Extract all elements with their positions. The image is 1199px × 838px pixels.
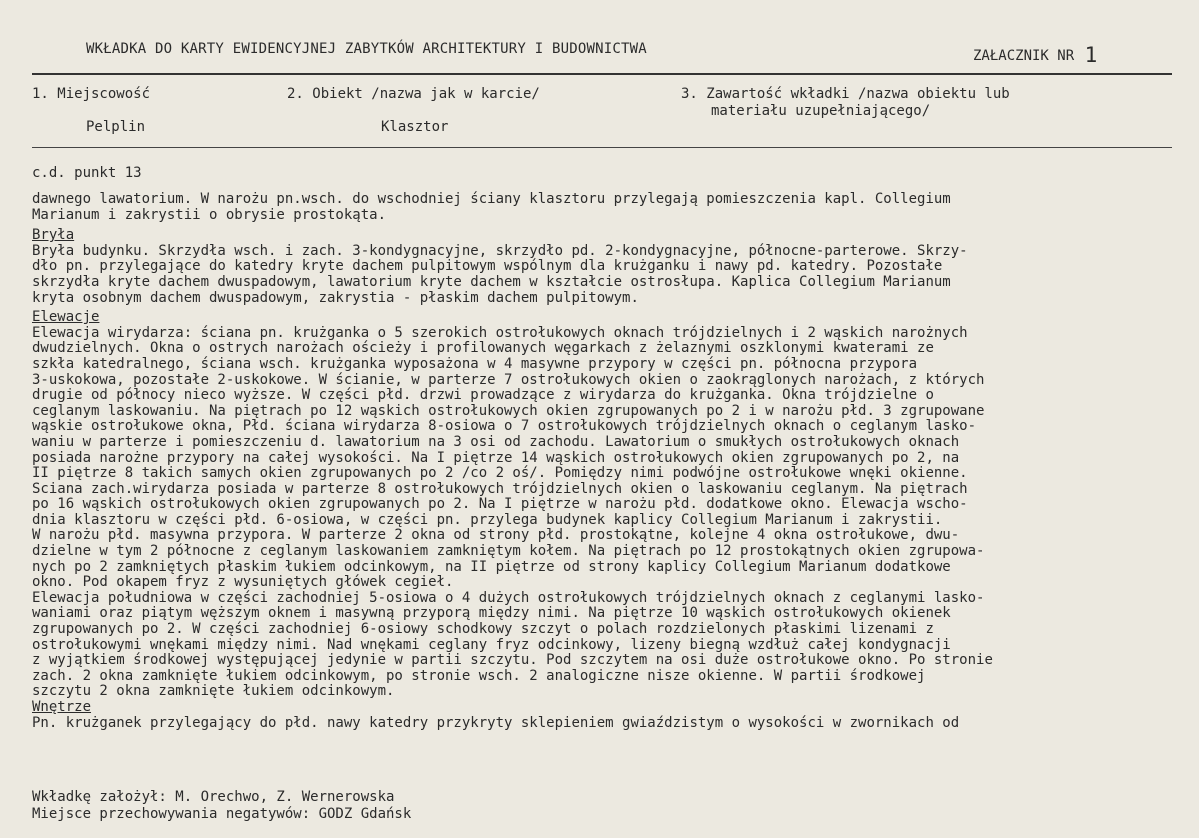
header-rule (32, 73, 1172, 75)
description-text (32, 192, 1172, 731)
content-label-line-1: 3. Zawartość wkładki /nazwa obiektu lub (681, 86, 1010, 102)
elewacje-line: 3-uskokowa, pozostałe 2-uskokowe. W ścianie, w parterze 7 ostrołukowych okien o zaokrąglonych narożach, z których (32, 371, 985, 388)
elewacje-line: ceglanym laskowaniu. Na piętrach po 12 wąskich ostrołukowych okien zgrupowanych po 2 i w narożu płd. 3 zgrupowane (32, 402, 985, 419)
object-value: Klasztor (381, 119, 449, 135)
wnetrze-line: Pn. krużganek przylegający do płd. nawy katedry przykryty sklepieniem gwiaździstym o wysokości w zwornikach od (32, 714, 960, 731)
elewacje-line: Elewacja wirydarza: ściana pn. krużganka o 5 szerokich ostrołukowych oknach trójdzielnych i 2 wąskich narożnych (32, 324, 968, 341)
elewacje-line: z wyjątkiem środkowej występującej jedynie w partii szczytu. Pod szczytem na osi duże ostrołukowe okno. Po stronie (32, 652, 993, 669)
bryla-line: skrzydła kryte dachem dwuspadowym, lawatorium kryte dachem w kształcie ostrosłupa. Kaplica Collegium Marianum (32, 273, 951, 290)
elewacje-line: okno. Pod okapem fryz z wysuniętych główek cegieł. (32, 574, 454, 591)
elewacje-line: dwudzielnych. Okna o ostrych narożach ościeży i profilowanych węgarkach z żelaznymi oszklonymi kwaterami ze (32, 340, 934, 357)
elewacje-line: posiada narożne przypory na całej wysokości. Na I piętrze 14 wąskich ostrołukowych okien zgrupowanych po 2, na (32, 449, 960, 466)
section-heading-elewacje: Elewacje (32, 309, 100, 326)
elewacje-line: II piętrze 8 takich samych okien zgrupowanych po 2 /co 2 oś/. Pomiędzy nimi podwójne ostrołukowe wnęki okienne. (32, 465, 968, 482)
bryla-line: Bryła budynku. Skrzydła wsch. i zach. 3-kondygnacyjne, skrzydło pd. 2-kondygnacyjne, północne-parterowe. Skrzy- (32, 242, 968, 259)
elewacje-line: wąskie ostrołukowe okna, Płd. ściana wirydarza 8-osiowa o 7 ostrołukowych trójdzielnych oknach o ceglanym lasko- (32, 418, 977, 435)
elewacje-line: zgrupowanych po 2. W części zachodniej 6-osiowy schodkowy szczyt o polach rozdzielonych płaskimi lizenami z (32, 621, 934, 638)
elewacje-line: ostrołukowymi wnękami między nimi. Nad wnękami ceglany fryz odcinkowy, lizeny biegną wzdłuż całej kondygnacji (32, 636, 951, 653)
section-heading-wnetrze: Wnętrze (32, 699, 92, 715)
elewacje-line: szczytu 2 okna zamknięte łukiem odcinkowym. (32, 683, 395, 700)
negatives-storage-line: Miejsce przechowywania negatywów: GODZ Gdańsk (32, 806, 412, 822)
locality-value: Pelplin (86, 119, 146, 135)
elewacje-line: waniu w parterze i pomieszczeniu d. lawatorium na 3 osi od zachodu. Lawatorium o smukłych ostrołukowych oknach (32, 433, 960, 450)
elewacje-line: szkła katedralnego, ściana wsch. krużganka wyposażona w 4 masywne przypory w części pn. północna przypora (32, 355, 918, 372)
elewacje-line: W narożu płd. masywna przypora. W parterze 2 okna od strony płd. prostokątne, kolejne 4 okna ostrołukowe, dwu- (32, 527, 960, 544)
annex-label (973, 41, 1097, 65)
elewacje-line: Elewacja południowa w części zachodniej 5-osiowa o 4 dużych ostrołukowych trójdzielnych oknach z ceglanymi lasko- (32, 589, 985, 606)
fields-rule (32, 147, 1172, 148)
bryla-line: kryta osobnym dachem dwuspadowym, zakrystia - płaskim dachem pulpitowym. (32, 289, 639, 306)
elewacje-line: nych po 2 zamkniętych płaskim łukiem odcinkowym, na II piętrze od strony kaplicy Collegium Marianum dodatkowe (32, 558, 951, 575)
annex-label-text: ZAŁACZNIK NR (973, 48, 1075, 64)
elewacje-line: drugie od północy nieco wyższe. W części płd. drzwi prowadzące z wirydarza do krużganka. Okna trójdzielne o (32, 387, 934, 404)
intro-line: dawnego lawatorium. W narożu pn.wsch. do wschodniej ściany klasztoru przylegają pomieszczenia kapl. Collegium (32, 191, 951, 207)
section-heading-bryla: Bryła (32, 227, 75, 244)
elewacje-line: po 16 wąskich ostrołukowych okien zgrupowanych po 2. Na I piętrze w narożu płd. dodatkowe okno. Elewacja wscho- (32, 496, 968, 513)
content-label-line-2: materiału uzupełniającego/ (711, 103, 931, 119)
elewacje-line: dnia klasztoru w części płd. 6-osiowa, w części pn. przylega budynek kaplicy Collegium Marianum i zakrystii. (32, 511, 943, 528)
form-title: WKŁADKA DO KARTY EWIDENCYJNEJ ZABYTKÓW ARCHITEKTURY I BUDOWNICTWA (86, 41, 647, 57)
author-line: Wkładkę założył: M. Orechwo, Z. Wernerowska (32, 789, 395, 805)
annex-number: 1 (1084, 43, 1098, 67)
object-label: 2. Obiekt /nazwa jak w karcie/ (287, 86, 540, 102)
elewacje-line: dzielne w tym 2 północne z ceglanym laskowaniem zamkniętym kołem. Na piętrach po 12 prostokątnych okien zgrupowa- (32, 543, 985, 560)
elewacje-line: zach. 2 okna zamknięte łukiem odcinkowym, po stronie wsch. 2 analogiczne nisze okienne. W partii środkowej (32, 667, 926, 684)
continuation-note: c.d. punkt 13 (32, 165, 142, 181)
intro-line: Marianum i zakrystii o obrysie prostokąta. (32, 206, 387, 223)
locality-label: 1. Miejscowość (32, 86, 151, 102)
bryla-line: dło pn. przylegające do katedry kryte dachem pulpitowym wspólnym dla krużganku i nawy pd. katedry. Pozostałe (32, 258, 943, 275)
elewacje-line: waniami oraz piątym węższym oknem i masywną przyporą między nimi. Na piętrze 10 wąskich ostrołukowych okienek (32, 605, 951, 622)
elewacje-line: Sciana zach.wirydarza posiada w parterze 8 ostrołukowych trójdzielnych okien o laskowaniu ceglanym. Na piętrach (32, 480, 968, 497)
